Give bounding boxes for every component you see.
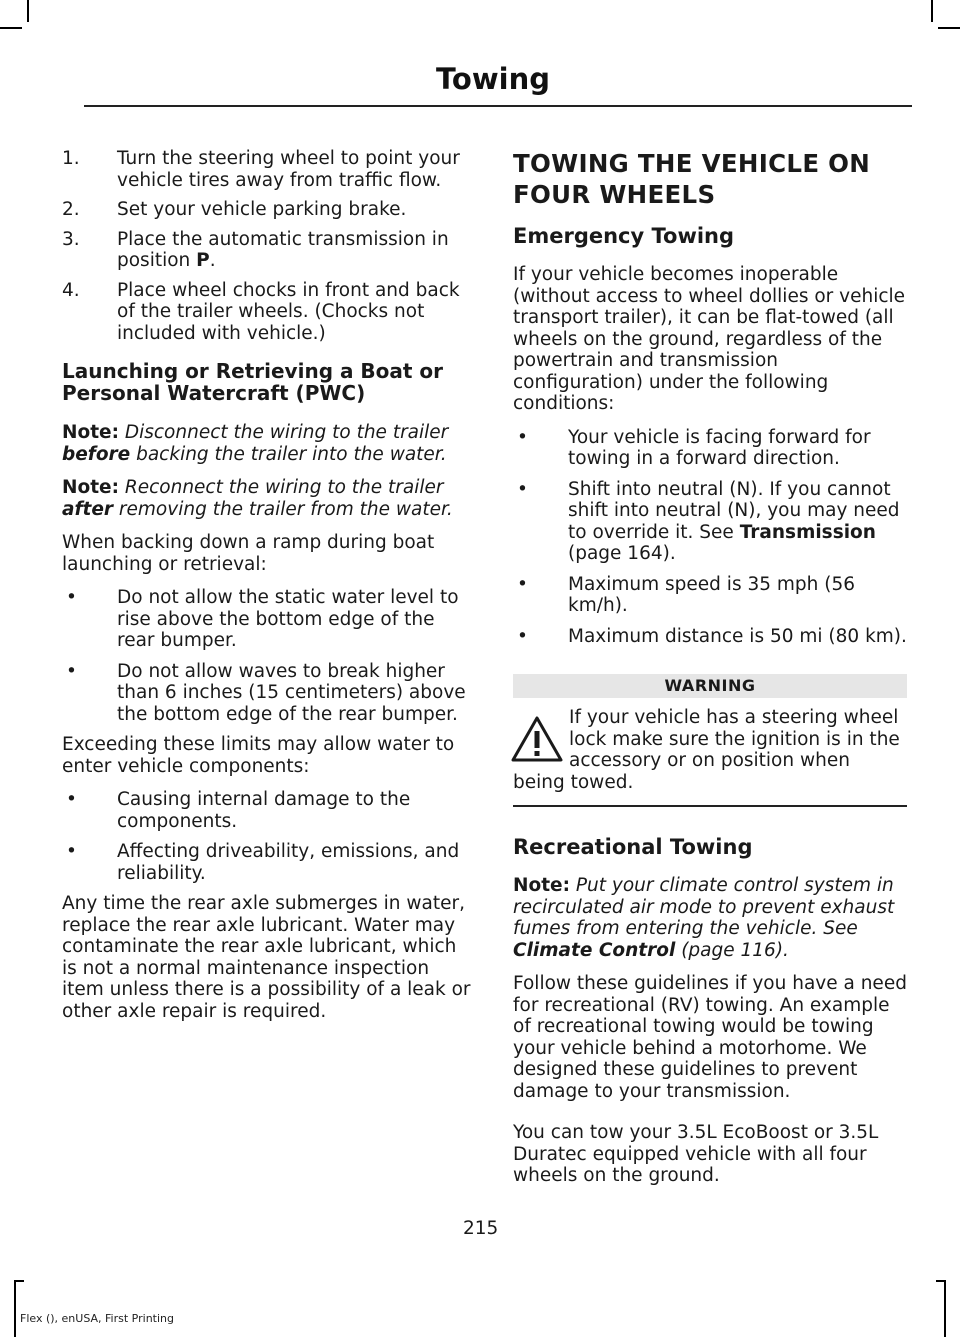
list-item-text: Your vehicle is facing forward for towing in a forward direction. (568, 426, 871, 469)
section-heading: Launching or Retrieving a Boat or Personal Watercraft (PWC) (62, 359, 444, 405)
list-item-text: Causing internal damage to the components. (117, 789, 411, 832)
step-item (62, 199, 476, 221)
list-item (62, 661, 476, 726)
subsection-heading: Recreational Towing (513, 835, 753, 859)
note (513, 875, 907, 961)
warning-box (513, 707, 907, 793)
cross-reference-link[interactable]: Climate Control (513, 939, 676, 961)
chapter-heading-line: TOWING THE VEHICLE ON (513, 149, 871, 178)
list-item-text: Maximum speed is 35 mph (56 km/h). (568, 573, 856, 616)
bullet-icon: • (66, 587, 77, 608)
list-item-text: Maximum distance is 50 mi (80 km). (568, 625, 907, 647)
note-label: Note: (62, 422, 119, 443)
bullet-icon: • (66, 660, 77, 682)
note-label: Note: (513, 875, 570, 896)
bullet-icon: • (517, 625, 528, 647)
crop-mark (14, 1280, 16, 1337)
list-item-text: (page 164). (568, 543, 676, 564)
bullet-icon: • (66, 789, 77, 810)
crop-mark (936, 1280, 946, 1282)
crop-mark (944, 1280, 946, 1337)
crop-mark (27, 0, 29, 22)
paragraph: Any time the rear axle submerges in water, replace the rear axle lubricant. Water may contaminate the rear axle lubricant, which is not a normal maintenance inspection item unless there is a possibility of a leak or other axle repair is required. (62, 893, 471, 1022)
list-item (62, 587, 476, 652)
step-item (62, 229, 476, 272)
bullet-icon: • (517, 573, 528, 595)
list-item-text: Shift into neutral (N). If you cannot shift into neutral (N), you may need to override it. See (568, 478, 900, 543)
list-item-text: Do not allow waves to break higher than 6 inches (15 centimeters) above the bottom edge of the rear bumper. (117, 660, 466, 725)
step-item (62, 280, 476, 345)
step-number: 4. (62, 279, 80, 301)
bullet-list (62, 587, 476, 725)
crop-mark (931, 0, 933, 22)
step-text: Place the automatic transmission in position (117, 228, 449, 271)
note-emphasis: after (62, 498, 114, 520)
step-number: 2. (62, 199, 80, 220)
paragraph: Follow these guidelines if you have a need for recreational (RV) towing. An example of recreational towing would be towing your vehicle behind a motorhome. We designed these guidelines to prevent damage to your transmission. (513, 973, 907, 1102)
edition-footer: Flex (), enUSA, First Printing (20, 1312, 174, 1325)
warning-banner: WARNING (513, 674, 907, 698)
page-number: 215 (463, 1218, 499, 1239)
list-item (513, 574, 907, 617)
cross-reference-link[interactable]: Transmission (739, 521, 876, 543)
paragraph: If your vehicle becomes inoperable (without access to wheel dollies or vehicle transport trailer), it can be flat-towed (all wheels on the ground, regardless of the powertrain and transmission configuration) under the following conditions: (513, 264, 906, 414)
step-number: 3. (62, 228, 80, 250)
paragraph: You can tow your 3.5L EcoBoost or 3.5L Duratec equipped vehicle with all four wheels on the ground. (513, 1122, 879, 1186)
page-title: Towing (436, 62, 550, 96)
subsection-heading: Emergency Towing (513, 224, 735, 248)
header-divider (84, 105, 912, 107)
warning-divider (513, 805, 907, 807)
list-item (513, 626, 907, 648)
list-item (62, 841, 476, 884)
bullet-list (62, 789, 476, 884)
warning-text: If your vehicle has a steering wheel lock make sure the ignition is in the accessory or on position when being towed. (513, 707, 900, 793)
chapter-heading (513, 148, 907, 210)
step-text: Set your vehicle parking brake. (117, 199, 407, 220)
bullet-list (513, 427, 907, 648)
bullet-icon: • (517, 478, 528, 500)
right-column (513, 148, 907, 1199)
step-item (62, 148, 476, 191)
bullet-icon: • (66, 841, 77, 862)
gear-position: P (196, 250, 210, 271)
list-item (62, 789, 476, 832)
note-text: Reconnect the wiring to the trailer (118, 477, 444, 498)
crop-mark (0, 27, 22, 29)
note-text: removing the trailer from the water. (113, 498, 453, 520)
chapter-heading-line: FOUR WHEELS (513, 180, 716, 209)
note-text: backing the trailer into the water. (130, 443, 447, 465)
note-text: Put your climate control system in recirculated air mode to prevent exhaust fumes from entering the vehicle. See (513, 875, 895, 939)
note-text: Disconnect the wiring to the trailer (118, 422, 449, 443)
step-number: 1. (62, 148, 80, 169)
list-item (513, 479, 907, 565)
list-item-text: Affecting driveability, emissions, and reliability. (117, 841, 460, 884)
paragraph: When backing down a ramp during boat launching or retrieval: (62, 532, 435, 575)
step-text: Place wheel chocks in front and back of the trailer wheels. (Chocks not included with vehicle.) (117, 279, 460, 344)
warning-triangle-icon (511, 715, 563, 763)
left-column (62, 148, 476, 1034)
list-item-text: Do not allow the static water level to rise above the bottom edge of the rear bumper. (117, 587, 459, 651)
crop-mark (938, 27, 960, 29)
note (62, 422, 476, 465)
note-text: (page 116). (675, 939, 789, 961)
paragraph: Exceeding these limits may allow water to enter vehicle components: (62, 734, 455, 777)
bullet-icon: • (517, 426, 528, 448)
crop-mark (14, 1280, 24, 1282)
step-text: Turn the steering wheel to point your vehicle tires away from traffic flow. (117, 148, 460, 191)
list-item (513, 427, 907, 470)
note-emphasis: before (62, 443, 131, 465)
note (62, 477, 476, 520)
step-text-end: . (209, 250, 216, 271)
note-label: Note: (62, 477, 119, 498)
